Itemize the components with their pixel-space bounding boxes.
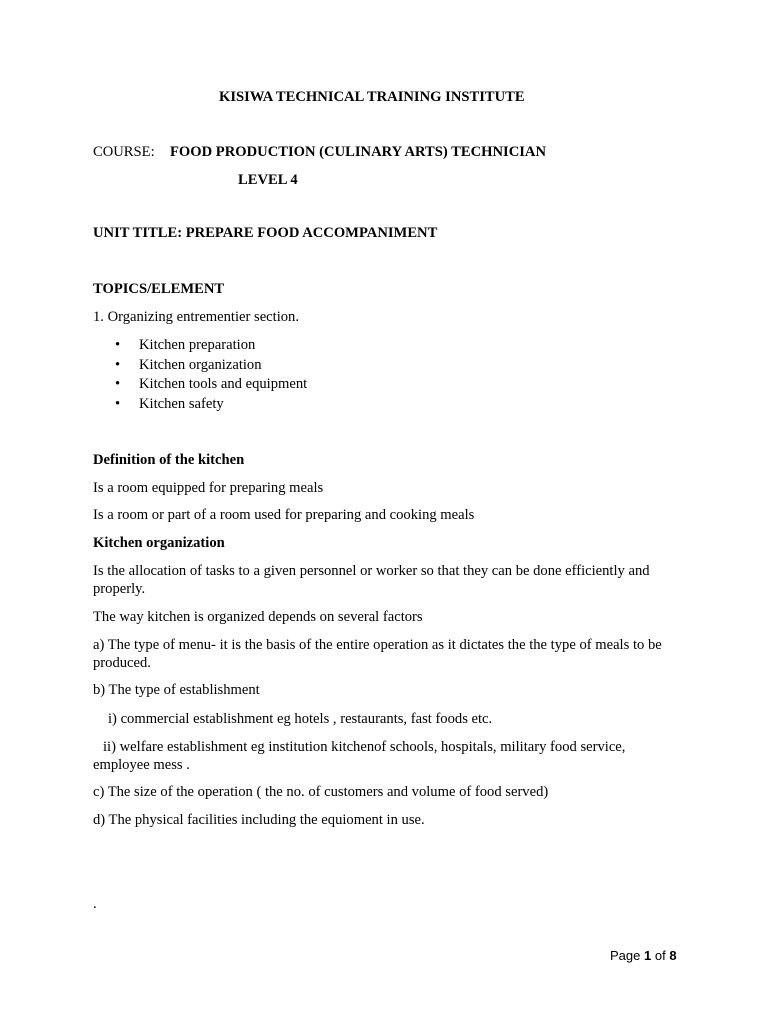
course-label: COURSE: — [93, 144, 155, 160]
topic-bullet-list — [93, 336, 307, 414]
factor-item: d) The physical facilities including the equioment in use. — [93, 812, 425, 828]
topic-item: 1. Organizing entrementier section. — [93, 309, 300, 325]
factor-subitem: ii) welfare establishment eg institution kitchenof schools, hospitals, military food service, employee mess . — [93, 739, 626, 773]
bullet-item: • Kitchen tools and equipment — [93, 375, 307, 395]
definition-text: Is a room equipped for preparing meals — [93, 480, 324, 496]
page-number — [610, 947, 677, 965]
organization-text: Is the allocation of tasks to a given personnel or worker so that they can be done efficiently and properly. — [93, 563, 650, 597]
factor-item: a) The type of menu- it is the basis of the entire operation as it dictates the the type of meals to be produced. — [93, 637, 662, 671]
factor-item: c) The size of the operation ( the no. of customers and volume of food served) — [93, 784, 549, 800]
bullet-item: • Kitchen safety — [93, 395, 307, 415]
stray-mark: . — [93, 896, 97, 912]
bullet-item: • Kitchen preparation — [93, 336, 307, 356]
page-word: Page — [610, 948, 641, 963]
institute-title: KISIWA TECHNICAL TRAINING INSTITUTE — [219, 89, 525, 105]
topics-heading: TOPICS/ELEMENT — [93, 281, 225, 297]
page-total: 8 — [669, 948, 677, 963]
definition-heading: Definition of the kitchen — [93, 452, 245, 468]
organization-heading: Kitchen organization — [93, 535, 225, 551]
of-word: of — [654, 948, 666, 963]
factors-intro: The way kitchen is organized depends on several factors — [93, 609, 423, 625]
bullet-item: • Kitchen organization — [93, 356, 307, 376]
factor-subitem: i) commercial establishment eg hotels , restaurants, fast foods etc. — [108, 711, 493, 727]
course-name: FOOD PRODUCTION (CULINARY ARTS) TECHNICIAN — [170, 144, 547, 160]
page-current: 1 — [644, 948, 652, 963]
course-level: LEVEL 4 — [238, 172, 298, 188]
definition-text: Is a room or part of a room used for preparing and cooking meals — [93, 507, 475, 523]
factor-item: b) The type of establishment — [93, 682, 260, 698]
unit-title: UNIT TITLE: PREPARE FOOD ACCOMPANIMENT — [93, 225, 438, 241]
